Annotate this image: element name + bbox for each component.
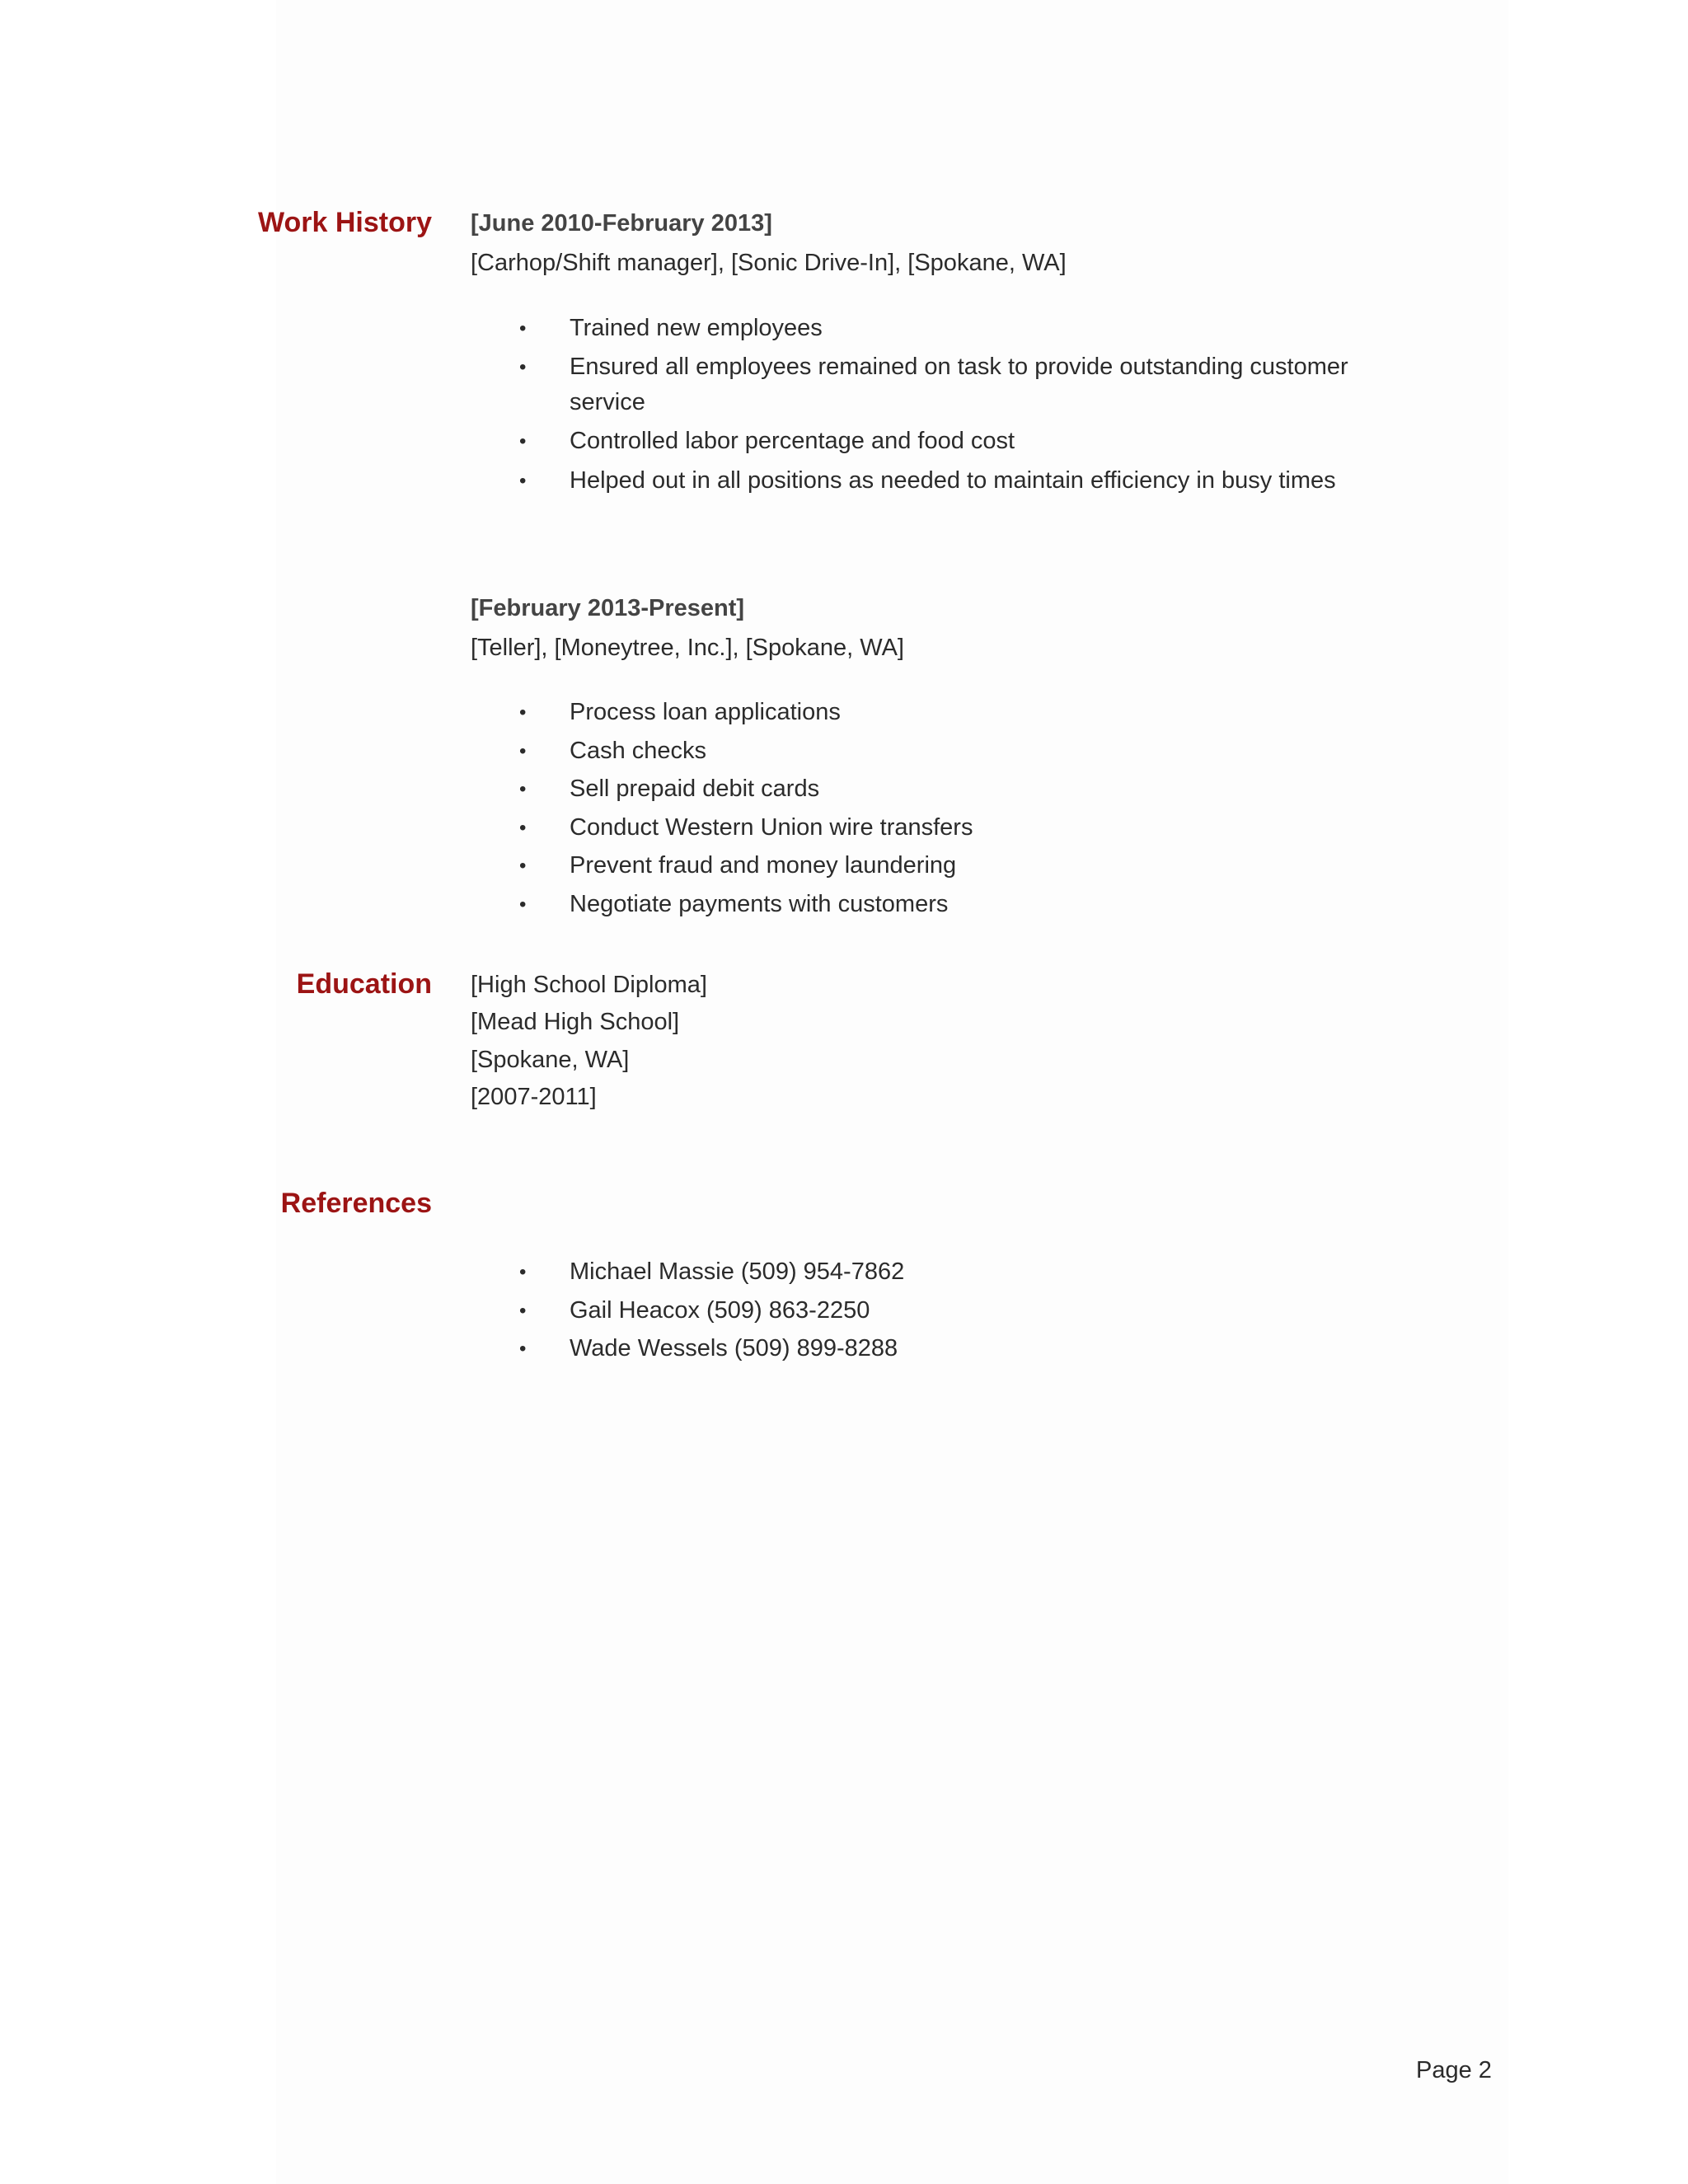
job-1-bullet: Controlled labor percentage and food cost	[570, 428, 1015, 454]
job-1-bullet: Ensured all employees remained on task to provide outstanding customer	[570, 354, 1348, 380]
bullet-icon: •	[519, 356, 527, 378]
job-2-bullet: Negotiate payments with customers	[570, 891, 949, 917]
education-line: [2007-2011]	[471, 1084, 597, 1110]
job-2-bullet: Process loan applications	[570, 699, 841, 725]
education-heading: Education	[296, 968, 432, 1000]
bullet-icon: •	[519, 430, 527, 452]
bullet-icon: •	[519, 778, 527, 800]
job-2-bullet: Prevent fraud and money laundering	[570, 852, 957, 879]
bullet-icon: •	[519, 740, 527, 762]
page-number: Page 2	[1416, 2057, 1492, 2083]
bullet-icon: •	[519, 317, 527, 340]
page-content-area	[276, 0, 1508, 2184]
work-history-heading: Work History	[258, 207, 432, 238]
job-1-title: [Carhop/Shift manager], [Sonic Drive-In], [Spokane, WA]	[471, 250, 1067, 276]
bullet-icon: •	[519, 817, 527, 839]
bullet-icon: •	[519, 855, 527, 877]
reference-item: Michael Massie (509) 954-7862	[570, 1258, 905, 1285]
bullet-icon: •	[519, 1300, 527, 1322]
reference-item: Gail Heacox (509) 863-2250	[570, 1297, 870, 1324]
job-1-bullet-continuation: service	[570, 389, 645, 415]
job-1-dates: [June 2010-February 2013]	[471, 210, 772, 237]
bullet-icon: •	[519, 470, 527, 492]
bullet-icon: •	[519, 893, 527, 916]
references-heading: References	[280, 1188, 432, 1219]
bullet-icon: •	[519, 701, 527, 724]
job-1-bullet: Trained new employees	[570, 315, 823, 341]
education-line: [High School Diploma]	[471, 972, 707, 998]
education-line: [Mead High School]	[471, 1009, 680, 1035]
job-1-bullet: Helped out in all positions as needed to maintain efficiency in busy times	[570, 467, 1336, 494]
job-2-bullet: Sell prepaid debit cards	[570, 776, 820, 802]
education-line: [Spokane, WA]	[471, 1047, 630, 1073]
job-2-title: [Teller], [Moneytree, Inc.], [Spokane, WA]	[471, 635, 904, 661]
job-2-bullet: Conduct Western Union wire transfers	[570, 814, 973, 841]
job-2-dates: [February 2013-Present]	[471, 595, 745, 621]
reference-item: Wade Wessels (509) 899-8288	[570, 1335, 898, 1361]
bullet-icon: •	[519, 1338, 527, 1360]
bullet-icon: •	[519, 1261, 527, 1283]
job-2-bullet: Cash checks	[570, 738, 707, 764]
